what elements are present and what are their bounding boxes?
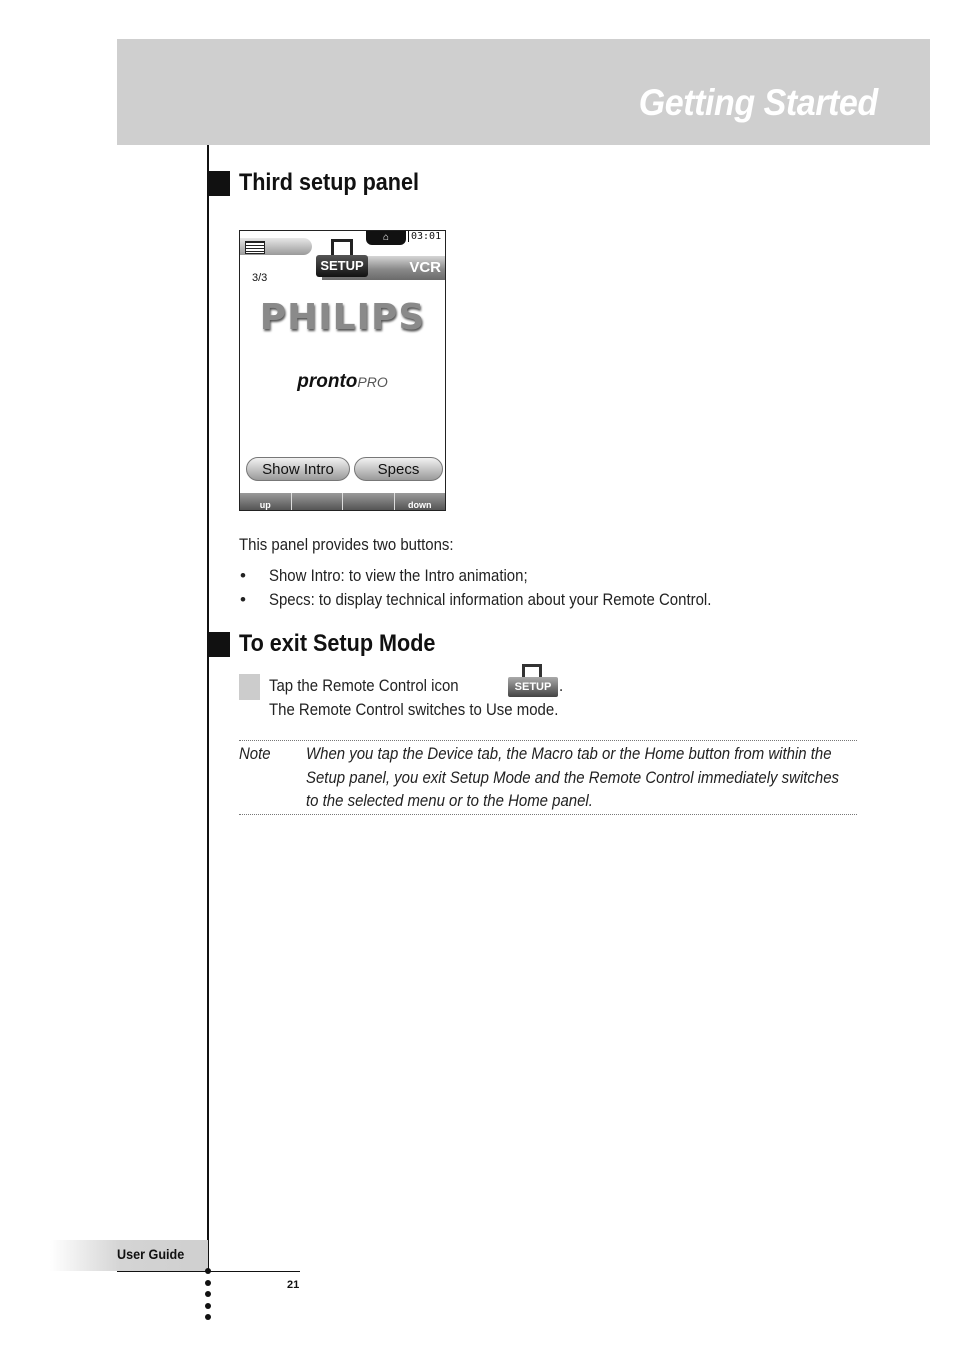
section-heading-exit-setup-mode <box>208 630 457 658</box>
device-tab-vcr[interactable]: VCR <box>409 259 441 276</box>
setup-icon <box>508 664 558 698</box>
section-marker <box>208 632 230 657</box>
step-marker <box>239 674 260 700</box>
nav-segment[interactable] <box>343 493 395 510</box>
setup-icon[interactable] <box>316 239 368 279</box>
section-title: To exit Setup Mode <box>239 630 436 657</box>
footer-dot <box>205 1280 211 1286</box>
setup-label: SETUP <box>508 677 558 697</box>
step-text: Tap the Remote Control icon <box>269 676 459 695</box>
logo-main: pronto <box>297 371 358 392</box>
step-result-text: The Remote Control switches to Use mode. <box>269 700 559 719</box>
pronto-pro-logo <box>240 371 445 393</box>
footer-dot <box>205 1268 211 1274</box>
specs-button[interactable]: Specs <box>354 457 443 481</box>
bullet-icon: • <box>240 566 246 585</box>
footer-dot <box>205 1314 211 1320</box>
page-number: 21 <box>287 1279 300 1291</box>
philips-logo: PHILIPS <box>259 297 426 338</box>
chapter-title: Getting Started <box>639 82 878 123</box>
note-bottom-rule <box>239 814 857 815</box>
page-indicator: 3/3 <box>252 272 268 284</box>
nav-segment[interactable] <box>292 493 344 510</box>
intro-text: This panel provides two buttons: <box>239 535 454 554</box>
bullet-text: Specs: to display technical information about your Remote Control. <box>269 590 712 609</box>
nav-down-button[interactable]: down <box>408 500 432 510</box>
show-intro-button[interactable]: Show Intro <box>246 457 350 481</box>
footer-dot <box>205 1303 211 1309</box>
bullet-icon: • <box>240 590 246 609</box>
device-nav-bar <box>240 493 445 510</box>
section-marker <box>208 171 230 196</box>
home-icon[interactable]: ⌂ <box>366 231 406 245</box>
note-text: When you tap the Device tab, the Macro tab or the Home button from within the Setup panel, you exit Setup Mode and the Remote Control immediately switches to the selected menu or to the Home panel. <box>306 744 840 810</box>
note-label: Note <box>239 744 271 763</box>
section-heading-third-setup-panel <box>208 169 439 197</box>
bullet-text: Show Intro: to view the Intro animation; <box>269 566 528 585</box>
device-clock: 03:01 <box>408 231 441 242</box>
step-period: . <box>559 676 564 695</box>
setup-label: SETUP <box>316 255 368 277</box>
list-icon <box>245 241 265 254</box>
device-menu-tab[interactable] <box>240 238 312 255</box>
margin-rule <box>207 145 209 1272</box>
footer-dot <box>205 1291 211 1297</box>
nav-up-button[interactable]: up <box>240 493 292 510</box>
device-screen <box>239 230 446 511</box>
note-top-rule <box>239 740 857 741</box>
section-title: Third setup panel <box>239 169 420 196</box>
footer-label: User Guide <box>117 1246 185 1262</box>
logo-sub: PRO <box>357 374 388 390</box>
